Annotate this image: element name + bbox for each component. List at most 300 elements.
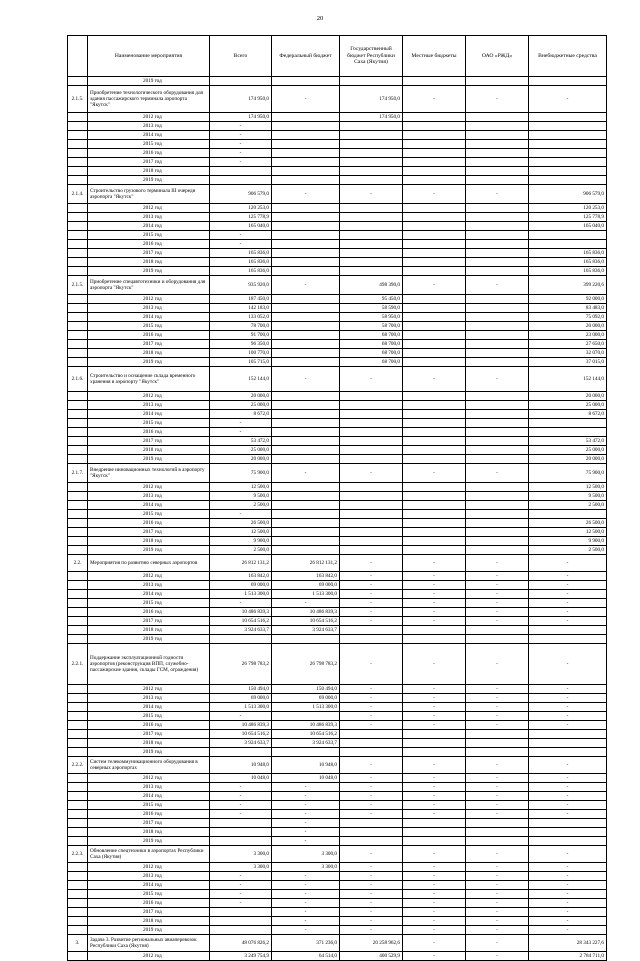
cell-name: Мероприятия по развитию северных аэропортов: [88, 555, 210, 572]
cell-republic: 400 529,9: [340, 952, 403, 961]
cell-total: 120 253,0: [210, 204, 272, 213]
cell-local: [403, 401, 466, 410]
cell-local: -: [403, 801, 466, 810]
cell-federal: 26 812 131,2: [272, 555, 340, 572]
cell-code: [68, 113, 88, 122]
table-row-year: [68, 783, 607, 792]
cell-rzd: -: [466, 555, 529, 572]
cell-code: [68, 819, 88, 828]
cell-federal: -: [272, 908, 340, 917]
cell-local: [403, 819, 466, 828]
cell-name: 2012 год: [88, 774, 210, 783]
cell-rzd: -: [466, 846, 529, 863]
cell-rzd: [466, 158, 529, 167]
cell-name: 2017 год: [88, 730, 210, 739]
cell-federal: [272, 510, 340, 519]
cell-federal: [272, 304, 340, 313]
cell-code: [68, 77, 88, 86]
table-row-year: [68, 617, 607, 626]
table-row-year: [68, 908, 607, 917]
cell-republic: -: [340, 555, 403, 572]
cell-name: 2017 год: [88, 249, 210, 258]
cell-offbudget: [529, 167, 607, 176]
cell-local: [403, 528, 466, 537]
cell-code: [68, 635, 88, 644]
table-row-item: [68, 367, 607, 392]
cell-code: [68, 295, 88, 304]
cell-local: [403, 349, 466, 358]
table-row-year: [68, 712, 607, 721]
cell-code: [68, 739, 88, 748]
table-row-year: [68, 537, 607, 546]
cell-total: -: [210, 783, 272, 792]
cell-local: [403, 410, 466, 419]
cell-republic: 68 700,0: [340, 331, 403, 340]
cell-name: 2015 год: [88, 140, 210, 149]
cell-total: [210, 917, 272, 926]
cell-name: Задача 3. Развитие региональных авиаперевозок Республики Саха (Якутия): [88, 935, 210, 952]
cell-republic: [340, 483, 403, 492]
cell-name: 2012 год: [88, 685, 210, 694]
cell-local: -: [403, 881, 466, 890]
cell-rzd: [466, 748, 529, 757]
cell-local: [403, 258, 466, 267]
cell-federal: -: [272, 86, 340, 113]
cell-rzd: [466, 492, 529, 501]
cell-offbudget: 20 000,0: [529, 392, 607, 401]
cell-rzd: [466, 149, 529, 158]
cell-total: [210, 635, 272, 644]
cell-republic: -: [340, 644, 403, 685]
cell-federal: [272, 167, 340, 176]
cell-offbudget: -: [529, 608, 607, 617]
cell-code: 3.: [68, 935, 88, 952]
table-row-item: [68, 464, 607, 483]
cell-name: 2018 год: [88, 828, 210, 837]
cell-federal: [272, 204, 340, 213]
cell-total: 174 950,0: [210, 86, 272, 113]
cell-rzd: [466, 428, 529, 437]
table-row-year: [68, 331, 607, 340]
cell-offbudget: [529, 428, 607, 437]
cell-federal: -: [272, 783, 340, 792]
cell-total: 187 450,0: [210, 295, 272, 304]
cell-local: [403, 437, 466, 446]
table-row-year: [68, 340, 607, 349]
cell-rzd: [466, 392, 529, 401]
cell-total: 96 350,0: [210, 340, 272, 349]
cell-local: -: [403, 712, 466, 721]
cell-code: [68, 446, 88, 455]
cell-local: [403, 77, 466, 86]
cell-rzd: -: [466, 935, 529, 952]
header-rzd: ОАО «РЖД»: [466, 36, 529, 77]
cell-name: 2012 год: [88, 483, 210, 492]
cell-name: Обновление спецтехники в аэропортах Республики Саха (Якутия): [88, 846, 210, 863]
cell-rzd: -: [466, 801, 529, 810]
cell-local: -: [403, 703, 466, 712]
cell-offbudget: [529, 828, 607, 837]
cell-republic: -: [340, 917, 403, 926]
cell-code: [68, 258, 88, 267]
cell-rzd: -: [466, 917, 529, 926]
cell-local: [403, 730, 466, 739]
cell-rzd: -: [466, 644, 529, 685]
cell-name: 2016 год: [88, 519, 210, 528]
cell-name: 2015 год: [88, 419, 210, 428]
cell-total: 25 000,0: [210, 401, 272, 410]
cell-total: -: [210, 899, 272, 908]
cell-republic: -: [340, 810, 403, 819]
cell-name: 2015 год: [88, 510, 210, 519]
cell-federal: [272, 249, 340, 258]
cell-code: [68, 783, 88, 792]
cell-name: 2019 год: [88, 176, 210, 185]
cell-local: [403, 267, 466, 276]
cell-code: [68, 703, 88, 712]
cell-local: [403, 231, 466, 240]
cell-total: 1 513 300,0: [210, 703, 272, 712]
cell-republic: [340, 546, 403, 555]
cell-rzd: -: [466, 185, 529, 204]
cell-rzd: -: [466, 774, 529, 783]
cell-offbudget: 32 070,0: [529, 349, 607, 358]
table-row-year: [68, 392, 607, 401]
cell-total: -: [210, 149, 272, 158]
cell-rzd: [466, 131, 529, 140]
cell-name: 2012 год: [88, 392, 210, 401]
cell-republic: 58 950,0: [340, 313, 403, 322]
cell-local: [403, 140, 466, 149]
cell-offbudget: [529, 240, 607, 249]
table-row-year: [68, 249, 607, 258]
cell-total: 165 836,0: [210, 258, 272, 267]
table-row-year: [68, 917, 607, 926]
table-row-year: [68, 890, 607, 899]
cell-name: 2018 год: [88, 626, 210, 635]
cell-local: -: [403, 599, 466, 608]
cell-total: 3 249 754,9: [210, 952, 272, 961]
cell-name: 2018 год: [88, 167, 210, 176]
cell-republic: [340, 249, 403, 258]
cell-offbudget: -: [529, 926, 607, 935]
cell-local: -: [403, 757, 466, 774]
cell-rzd: -: [466, 899, 529, 908]
cell-total: -: [210, 122, 272, 131]
cell-federal: [272, 528, 340, 537]
cell-republic: [340, 501, 403, 510]
cell-total: 133 052,0: [210, 313, 272, 322]
cell-republic: 95 450,0: [340, 295, 403, 304]
cell-name: 2018 год: [88, 349, 210, 358]
cell-federal: 10 948,0: [272, 757, 340, 774]
table-row-item: [68, 276, 607, 295]
cell-offbudget: [529, 739, 607, 748]
header-name: Наименование мероприятия: [88, 36, 210, 77]
cell-local: -: [403, 464, 466, 483]
cell-republic: -: [340, 757, 403, 774]
cell-republic: -: [340, 721, 403, 730]
cell-total: 105 715,0: [210, 358, 272, 367]
cell-rzd: [466, 167, 529, 176]
cell-code: [68, 617, 88, 626]
cell-offbudget: [529, 231, 607, 240]
cell-republic: [340, 446, 403, 455]
table-row-year: [68, 899, 607, 908]
cell-local: -: [403, 617, 466, 626]
table-row-year: [68, 410, 607, 419]
cell-federal: 10 048,0: [272, 774, 340, 783]
cell-federal: [272, 358, 340, 367]
cell-republic: [340, 819, 403, 828]
cell-federal: [272, 158, 340, 167]
cell-code: [68, 331, 88, 340]
table-row-year: [68, 739, 607, 748]
cell-total: 10 486 839,3: [210, 721, 272, 730]
cell-name: 2015 год: [88, 231, 210, 240]
cell-republic: [340, 77, 403, 86]
cell-local: [403, 313, 466, 322]
cell-federal: -: [272, 276, 340, 295]
cell-name: 2012 год: [88, 295, 210, 304]
header-local: Местные бюджеты: [403, 36, 466, 77]
cell-local: -: [403, 685, 466, 694]
cell-rzd: -: [466, 926, 529, 935]
cell-code: [68, 599, 88, 608]
cell-code: [68, 792, 88, 801]
cell-total: -: [210, 158, 272, 167]
cell-rzd: [466, 501, 529, 510]
cell-local: [403, 419, 466, 428]
table-row-year: [68, 792, 607, 801]
cell-offbudget: 2 500,0: [529, 501, 607, 510]
cell-offbudget: -: [529, 685, 607, 694]
cell-rzd: -: [466, 599, 529, 608]
cell-name: 2014 год: [88, 590, 210, 599]
cell-federal: [272, 322, 340, 331]
cell-total: -: [210, 240, 272, 249]
table-row-item: [68, 757, 607, 774]
cell-total: -: [210, 510, 272, 519]
cell-name: 2017 год: [88, 819, 210, 828]
cell-rzd: [466, 349, 529, 358]
cell-offbudget: -: [529, 881, 607, 890]
cell-name: 2015 год: [88, 890, 210, 899]
cell-name: Систем телекоммуникационного оборудования в северных аэропортах: [88, 757, 210, 774]
cell-local: [403, 537, 466, 546]
header-republic: Государственный бюджет Республики Саха (Якутия): [340, 36, 403, 77]
cell-name: 2019 год: [88, 267, 210, 276]
cell-federal: [272, 455, 340, 464]
cell-total: 3 924 633,7: [210, 739, 272, 748]
cell-rzd: [466, 528, 529, 537]
cell-name: 2019 год: [88, 455, 210, 464]
cell-federal: 371 236,0: [272, 935, 340, 952]
cell-name: 2019 год: [88, 837, 210, 846]
cell-offbudget: 53 472,0: [529, 437, 607, 446]
cell-local: -: [403, 899, 466, 908]
cell-offbudget: -: [529, 712, 607, 721]
cell-code: [68, 419, 88, 428]
cell-offbudget: -: [529, 86, 607, 113]
cell-republic: -: [340, 774, 403, 783]
table-row-year: [68, 483, 607, 492]
cell-offbudget: -: [529, 757, 607, 774]
cell-name: 2016 год: [88, 331, 210, 340]
cell-code: [68, 176, 88, 185]
cell-total: 3 300,0: [210, 846, 272, 863]
cell-code: [68, 483, 88, 492]
cell-code: [68, 428, 88, 437]
cell-federal: [272, 331, 340, 340]
cell-total: 3 300,0: [210, 863, 272, 872]
cell-federal: 10 654 516,2: [272, 617, 340, 626]
cell-rzd: [466, 204, 529, 213]
cell-federal: [272, 231, 340, 240]
header-total: Всего: [210, 36, 272, 77]
table-row-year: [68, 267, 607, 276]
cell-federal: [272, 77, 340, 86]
cell-offbudget: -: [529, 721, 607, 730]
cell-total: 3 924 633,7: [210, 626, 272, 635]
cell-republic: -: [340, 712, 403, 721]
cell-republic: -: [340, 703, 403, 712]
cell-offbudget: [529, 748, 607, 757]
cell-code: 2.2.: [68, 555, 88, 572]
cell-code: [68, 774, 88, 783]
cell-republic: -: [340, 617, 403, 626]
table-row-year: [68, 819, 607, 828]
cell-local: -: [403, 863, 466, 872]
cell-rzd: -: [466, 608, 529, 617]
cell-republic: -: [340, 581, 403, 590]
header-code: [68, 36, 88, 77]
cell-republic: -: [340, 872, 403, 881]
cell-code: [68, 313, 88, 322]
cell-code: [68, 694, 88, 703]
cell-republic: -: [340, 908, 403, 917]
table-row-year: [68, 258, 607, 267]
cell-federal: 150 494,0: [272, 685, 340, 694]
cell-code: [68, 917, 88, 926]
cell-total: 165 040,0: [210, 222, 272, 231]
cell-republic: [340, 730, 403, 739]
table-row-year: [68, 685, 607, 694]
cell-rzd: -: [466, 721, 529, 730]
cell-total: 12 500,0: [210, 483, 272, 492]
cell-republic: -: [340, 792, 403, 801]
cell-rzd: [466, 249, 529, 258]
cell-rzd: [466, 419, 529, 428]
cell-federal: [272, 419, 340, 428]
cell-federal: 26 798 783,2: [272, 644, 340, 685]
cell-code: [68, 608, 88, 617]
cell-offbudget: 75 092,0: [529, 313, 607, 322]
cell-offbudget: [529, 131, 607, 140]
cell-republic: 174 950,0: [340, 113, 403, 122]
cell-local: -: [403, 926, 466, 935]
cell-name: 2016 год: [88, 721, 210, 730]
cell-total: -: [210, 140, 272, 149]
cell-rzd: -: [466, 908, 529, 917]
cell-rzd: -: [466, 792, 529, 801]
cell-name: 2013 год: [88, 401, 210, 410]
cell-code: 2.1.5.: [68, 86, 88, 113]
cell-offbudget: 75 900,0: [529, 464, 607, 483]
cell-local: -: [403, 86, 466, 113]
table-row-year: [68, 546, 607, 555]
cell-local: [403, 213, 466, 222]
cell-total: -: [210, 881, 272, 890]
cell-code: [68, 626, 88, 635]
cell-total: 10 048,0: [210, 774, 272, 783]
cell-federal: -: [272, 837, 340, 846]
cell-total: [210, 908, 272, 917]
cell-name: 2012 год: [88, 863, 210, 872]
cell-local: -: [403, 792, 466, 801]
cell-local: -: [403, 644, 466, 685]
cell-local: [403, 149, 466, 158]
cell-federal: -: [272, 367, 340, 392]
table-row-year: [68, 926, 607, 935]
cell-local: -: [403, 185, 466, 204]
cell-name: 2013 год: [88, 492, 210, 501]
table-row-year: [68, 446, 607, 455]
cell-rzd: [466, 437, 529, 446]
cell-code: [68, 158, 88, 167]
table-row-year: [68, 358, 607, 367]
cell-rzd: [466, 340, 529, 349]
cell-offbudget: -: [529, 572, 607, 581]
cell-republic: [340, 213, 403, 222]
table-row-year: [68, 810, 607, 819]
cell-rzd: [466, 176, 529, 185]
cell-federal: [272, 131, 340, 140]
table-row-year: [68, 419, 607, 428]
cell-total: -: [210, 801, 272, 810]
cell-federal: [272, 140, 340, 149]
cell-local: [403, 295, 466, 304]
cell-offbudget: 2 500,0: [529, 546, 607, 555]
cell-federal: [272, 313, 340, 322]
table-row-year: [68, 635, 607, 644]
table-row-year: [68, 599, 607, 608]
cell-total: [210, 926, 272, 935]
table-row-year: [68, 455, 607, 464]
cell-offbudget: 2 784 711,0: [529, 952, 607, 961]
table-row-year: [68, 608, 607, 617]
cell-local: [403, 519, 466, 528]
cell-rzd: [466, 730, 529, 739]
table-row-year: [68, 131, 607, 140]
table-row-year: [68, 222, 607, 231]
cell-rzd: -: [466, 276, 529, 295]
cell-name: 2013 год: [88, 694, 210, 703]
cell-federal: [272, 537, 340, 546]
cell-total: 10 948,0: [210, 757, 272, 774]
cell-local: [403, 240, 466, 249]
cell-republic: -: [340, 881, 403, 890]
cell-total: -: [210, 419, 272, 428]
cell-federal: [272, 349, 340, 358]
cell-name: 2013 год: [88, 122, 210, 131]
cell-offbudget: [529, 149, 607, 158]
cell-name: 2013 год: [88, 304, 210, 313]
cell-republic: [340, 626, 403, 635]
cell-rzd: -: [466, 952, 529, 961]
cell-total: [210, 748, 272, 757]
cell-rzd: -: [466, 367, 529, 392]
